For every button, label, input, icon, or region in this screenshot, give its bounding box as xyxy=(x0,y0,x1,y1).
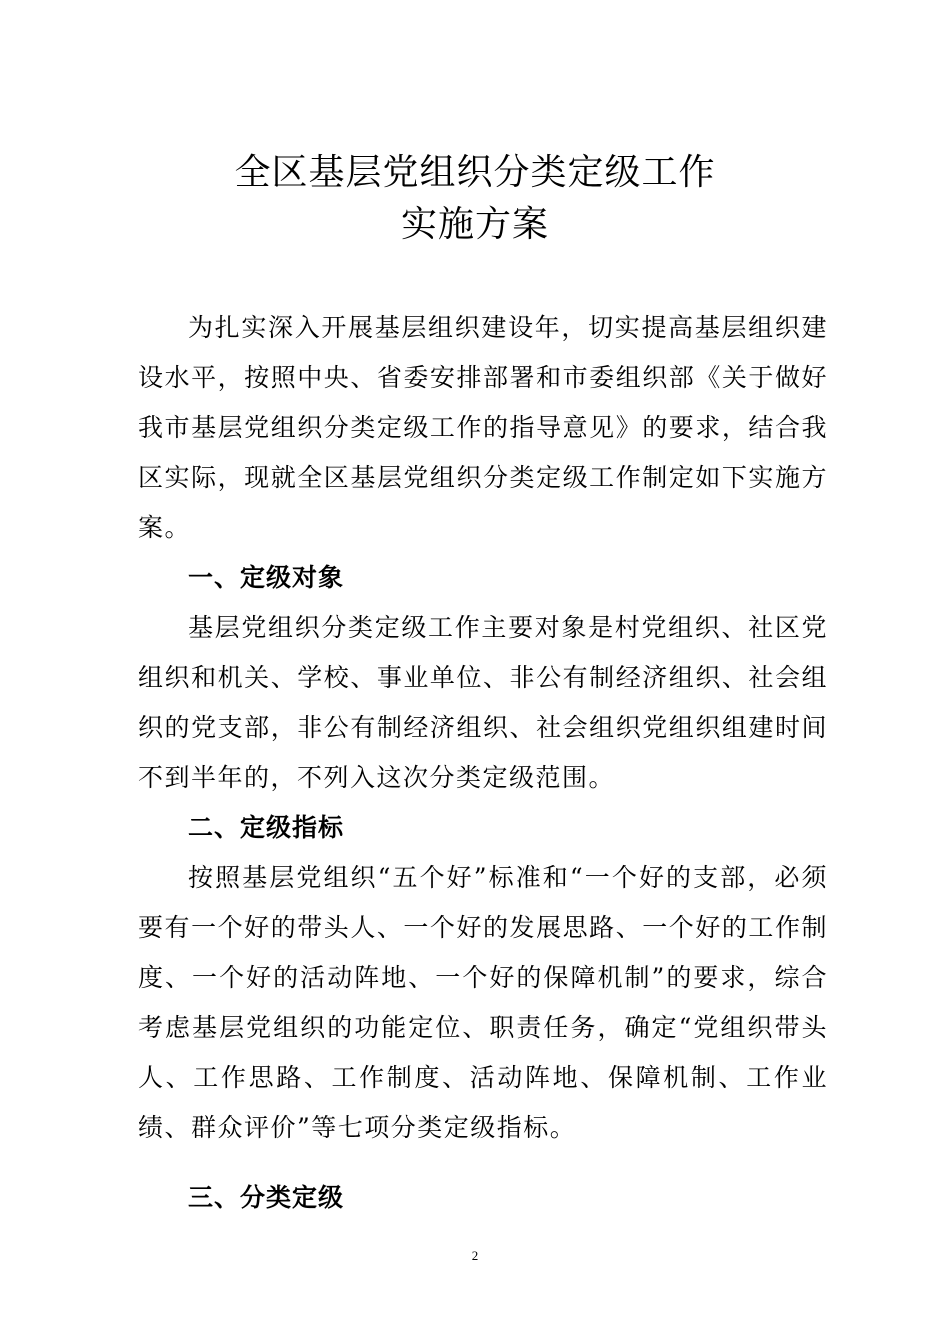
section-heading-2: 二、定级指标 xyxy=(188,813,345,842)
section-heading-3: 三、分类定级 xyxy=(188,1183,345,1212)
document-title-line-2: 实施方案 xyxy=(400,204,549,245)
section-body-2: 按照基层党组织“五个好”标准和“一个好的支部，必须要有一个好的带头人、一个好的发展思路、一个好的工作制度、一个好的活动阵地、一个好的保障机制”的要求，综合考虑基层党组织的功能定位、职责任务，确定“党组织带头人、工作思路、工作制度、活动阵地、保障机制、工作业绩、群众评价”等七项分类定级指标。 xyxy=(138,863,828,1142)
document-title-line-1: 全区基层党组织分类定级工作 xyxy=(234,152,716,193)
intro-paragraph: 为扎实深入开展基层组织建设年，切实提高基层组织建设水平，按照中央、省委安排部署和市委组织部《关于做好我市基层党组织分类定级工作的指导意见》的要求，结合我区实际，现就全区基层党组织分类定级工作制定如下实施方案。 xyxy=(138,313,828,542)
section-body-1: 基层党组织分类定级工作主要对象是村党组织、社区党组织和机关、学校、事业单位、非公有制经济组织、社会组织的党支部，非公有制经济组织、社会组织党组织组建时间不到半年的，不列入这次分类定级范围。 xyxy=(138,613,828,792)
section-heading-1: 一、定级对象 xyxy=(188,563,345,592)
page-number: 2 xyxy=(471,1248,479,1263)
document-body xyxy=(138,303,828,1223)
